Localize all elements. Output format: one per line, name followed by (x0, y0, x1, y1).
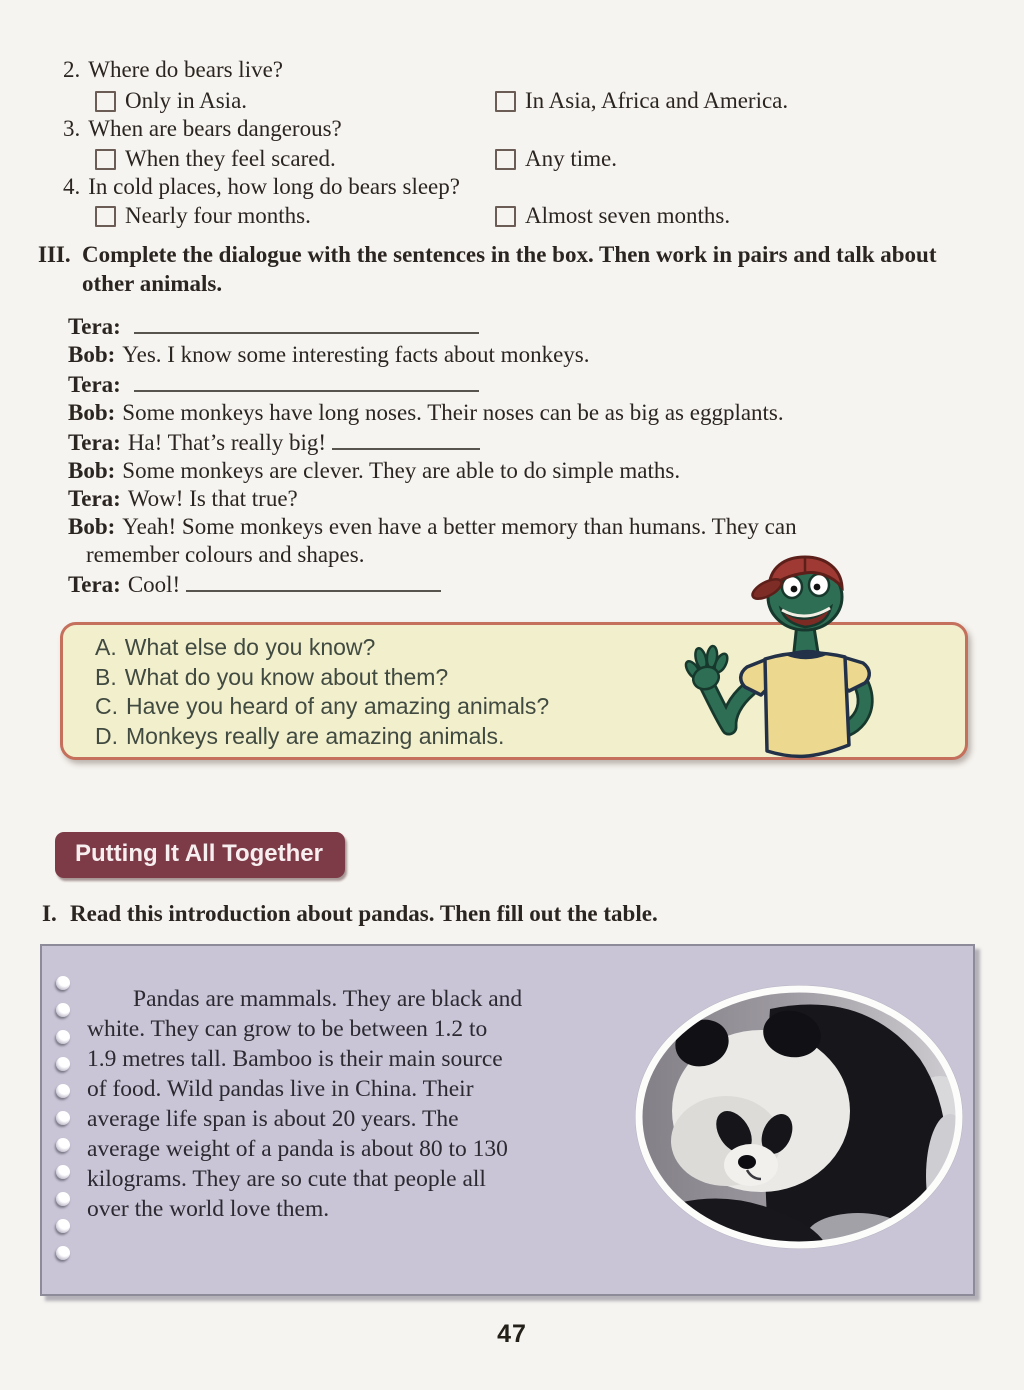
option-text: What do you know about them? (124, 663, 449, 690)
option-letter: A. (95, 634, 117, 660)
paragraph-line: average life span is about 20 years. The (87, 1106, 459, 1132)
answer-row (0, 203, 1024, 229)
dialogue-line (68, 427, 1013, 457)
binding-hole (56, 1057, 70, 1071)
section-title: Read this introduction about pandas. Then fill out the table. (70, 901, 658, 926)
dialogue-line (68, 369, 1013, 399)
paragraph-line: of food. Wild pandas live in China. Their (87, 1076, 474, 1102)
answer-checkbox[interactable] (95, 149, 116, 170)
question-item (63, 174, 460, 200)
option-letter: D. (95, 722, 118, 749)
paragraph-line: average weight of a panda is about 80 to 130 (87, 1136, 508, 1162)
dialogue-blank (186, 569, 441, 592)
answer-checkbox[interactable] (495, 91, 516, 112)
question-text: In cold places, how long do bears sleep? (88, 174, 460, 199)
sentence-option (95, 722, 549, 752)
speaker-label: Bob: (68, 514, 116, 539)
sentence-option (95, 692, 549, 722)
speaker-label: Bob: (68, 400, 116, 425)
option-label: Nearly four months. (125, 203, 311, 228)
answer-option (95, 203, 311, 229)
dialogue-blank (134, 311, 479, 334)
speaker-label: Bob: (68, 342, 116, 367)
option-label: Only in Asia. (125, 88, 248, 113)
answer-option (495, 88, 788, 114)
panda-paragraph (87, 984, 603, 1224)
putting-it-all-together-banner: Putting It All Together (55, 832, 345, 878)
option-text: Have you heard of any amazing animals? (126, 693, 550, 719)
dialogue-blank (332, 427, 480, 450)
dialogue-text: Some monkeys are clever. They are able to do simple maths. (122, 458, 681, 483)
answer-checkbox[interactable] (95, 206, 116, 227)
question-number: 2. (63, 57, 81, 82)
panda-photo (630, 981, 968, 1253)
binding-hole (56, 1003, 70, 1017)
answer-row (0, 88, 1024, 114)
dialogue-blank (134, 369, 479, 392)
option-text: Monkeys really are amazing animals. (126, 722, 505, 749)
question-text: Where do bears live? (88, 57, 284, 82)
answer-option (495, 146, 617, 172)
question-text: When are bears dangerous? (88, 116, 342, 141)
dialogue-line (68, 341, 1013, 369)
answer-checkbox[interactable] (495, 149, 516, 170)
page-number: 47 (497, 1320, 527, 1348)
question-item (63, 57, 283, 83)
paragraph-line: white. They can grow to be between 1.2 to (87, 1016, 488, 1042)
answer-option (495, 203, 730, 229)
speaker-label: Tera: (68, 486, 121, 511)
paragraph-line: 1.9 metres tall. Bamboo is their main source (87, 1046, 503, 1072)
question-number: 3. (63, 116, 81, 141)
dialogue-text: Ha! That’s really big! (127, 430, 327, 455)
dialogue-text: Some monkeys have long noses. Their noses can be as big as eggplants. (122, 400, 784, 425)
section-heading-dialogue (38, 240, 943, 298)
option-label: When they feel scared. (125, 146, 336, 171)
sentence-option (95, 663, 549, 693)
sentence-list (95, 633, 549, 751)
dialogue-text: Yeah! Some monkeys even have a better memory than humans. They can (122, 514, 797, 539)
speaker-label: Tera: (68, 430, 121, 455)
binding-hole (56, 1030, 70, 1044)
paragraph-line: over the world love them. (87, 1196, 330, 1222)
dialogue-line (68, 485, 1013, 513)
speaker-label: Bob: (68, 458, 116, 483)
option-label: Any time. (525, 146, 617, 171)
binding-hole (56, 1192, 70, 1206)
option-text: What else do you know? (124, 634, 376, 660)
dinosaur-mascot-icon (681, 549, 893, 761)
section-heading-reading (42, 899, 982, 928)
answer-option (95, 88, 247, 114)
paragraph-line: kilograms. They are so cute that people all (87, 1166, 486, 1192)
sentence-option (95, 633, 549, 663)
dialogue-line (68, 311, 1013, 341)
answer-option (95, 146, 336, 172)
binding-hole (56, 1219, 70, 1233)
binding-hole (56, 1084, 70, 1098)
speaker-label: Tera: (68, 372, 121, 397)
paragraph-line: Pandas are mammals. They are black and (133, 986, 523, 1012)
dialogue-text: Wow! Is that true? (127, 486, 298, 511)
dialogue-text: Cool! (127, 572, 181, 597)
option-letter: B. (95, 663, 117, 690)
binding-hole (56, 1111, 70, 1125)
binding-hole (56, 1138, 70, 1152)
answer-checkbox[interactable] (495, 206, 516, 227)
section-numeral: III. (38, 242, 71, 267)
section-numeral: I. (42, 901, 57, 926)
speaker-label: Tera: (68, 572, 121, 597)
spiral-binding (56, 976, 70, 1273)
option-letter: C. (95, 693, 118, 719)
binding-hole (56, 976, 70, 990)
question-number: 4. (63, 174, 81, 199)
dialogue-text-continuation: remember colours and shapes. (86, 542, 365, 567)
answer-checkbox[interactable] (95, 91, 116, 112)
option-label: In Asia, Africa and America. (525, 88, 789, 113)
question-item (63, 116, 342, 142)
dialogue-line (68, 399, 1013, 427)
dialogue-line (68, 457, 1013, 485)
binding-hole (56, 1246, 70, 1260)
option-label: Almost seven months. (525, 203, 731, 228)
dialogue-text: Yes. I know some interesting facts about monkeys. (122, 342, 590, 367)
speaker-label: Tera: (68, 314, 121, 339)
binding-hole (56, 1165, 70, 1179)
answer-row (0, 146, 1024, 172)
section-title: Complete the dialogue with the sentences in the box. Then work in pairs and talk about other animals. (82, 242, 937, 296)
